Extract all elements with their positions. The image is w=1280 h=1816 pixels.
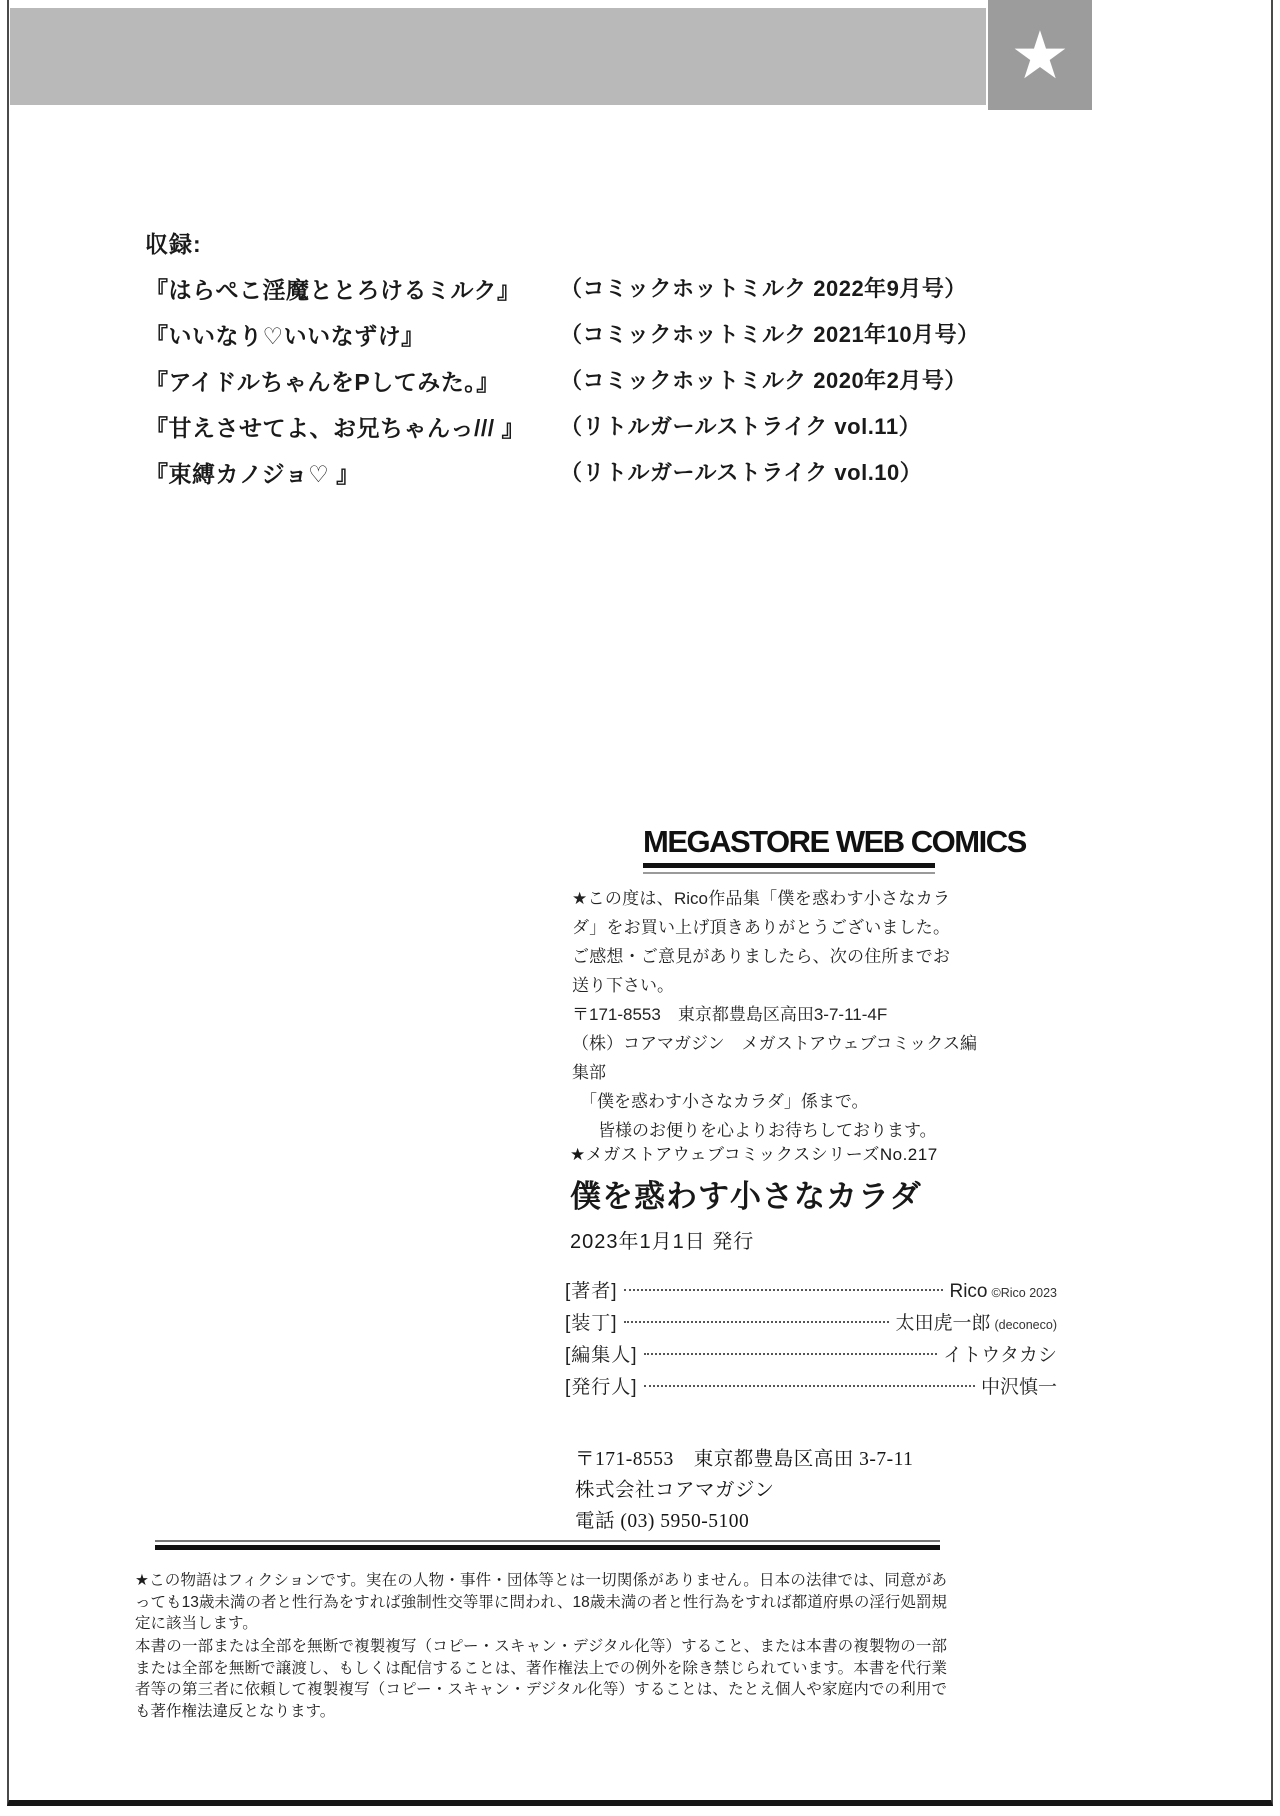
story-title: 『いいなり♡いいなずけ』 — [145, 323, 425, 349]
star-corner-box — [988, 0, 1092, 110]
story-source: （コミックホットミルク 2022年9月号） — [560, 276, 967, 301]
credit-row-design — [565, 1308, 1057, 1340]
credit-row-editor — [565, 1340, 1057, 1372]
feedback-address-block — [572, 1000, 992, 1145]
story-source: （コミックホットミルク 2021年10月号） — [560, 322, 980, 347]
feedback-company-line: （株）コアマガジン メガストアウェブコミックス編集部 — [572, 1034, 978, 1082]
top-gray-bar — [10, 8, 986, 105]
list-item — [145, 364, 1135, 397]
story-title: 『甘えさせてよ、お兄ちゃんっ/// 』 — [145, 415, 526, 441]
list-item — [145, 272, 1135, 305]
feedback-attn-line: 「僕を惑わす小さなカラダ」係まで。 — [580, 1092, 869, 1111]
book-title: 僕を惑わす小さなカラダ — [570, 1179, 922, 1214]
credit-row-author — [565, 1276, 1057, 1308]
copyright-notice: 本書の一部または全部を無断で複製複写（コピー・スキャン・デジタル化等）すること、または本書の複製物の一部または全部を無断で譲渡し、もしくは配信することは、著作権法上での例外を除き禁じられています。本書を代行業者等の第三者に依頼して複製複写（コピー・スキャン・デジタル化等）することは、たとえ個人や家庭内での利用でも著作権法違反となります。 — [135, 1638, 947, 1720]
brand-header — [643, 824, 1026, 874]
publication-date: 2023年1月1日 発行 — [570, 1231, 755, 1253]
credits-block — [565, 1276, 1057, 1404]
contents-heading: 収録: — [145, 231, 202, 257]
divider-thick-line — [155, 1545, 940, 1550]
dot-leader — [624, 1321, 890, 1323]
credit-label: [発行人] — [565, 1377, 638, 1398]
thanks-paragraph: ★この度は、Rico作品集「僕を惑わす小さなカラダ」をお買い上げ頂きありがとうございました。ご感想・ご意見がありましたら、次の住所までお送り下さい。 — [572, 889, 950, 995]
story-title: 『束縛カノジョ♡ 』 — [145, 461, 360, 487]
credit-suffix: ©Rico 2023 — [991, 1286, 1057, 1300]
story-source: （リトルガールストライク vol.10） — [560, 460, 923, 485]
credit-name: 太田虎一郎 — [895, 1313, 991, 1334]
dot-leader — [644, 1385, 975, 1387]
list-item — [145, 318, 1135, 351]
story-title: 『はらぺこ淫魔ととろけるミルク』 — [145, 277, 521, 303]
brand-underline-thin — [643, 872, 935, 874]
star-icon: ★ — [1010, 18, 1070, 92]
feedback-postal-line: 〒171-8553 東京都豊島区高田3-7-11-4F — [572, 1005, 888, 1024]
list-item — [145, 456, 1135, 489]
dot-leader — [644, 1353, 938, 1355]
story-source: （リトルガールストライク vol.11） — [560, 414, 922, 439]
publisher-address: 〒171-8553 東京都豊島区高田 3-7-11 — [575, 1449, 914, 1470]
dot-leader — [624, 1289, 944, 1291]
story-title: 『アイドルちゃんをPしてみた。』 — [145, 369, 500, 395]
story-source: （コミックホットミルク 2020年2月号） — [560, 368, 967, 393]
credit-label: [装丁] — [565, 1313, 618, 1334]
credit-suffix: (deconeco) — [994, 1318, 1057, 1332]
credit-label: [著者] — [565, 1281, 618, 1302]
series-number: ★メガストアウェブコミックスシリーズNo.217 — [570, 1145, 938, 1164]
fiction-disclaimer: ★この物語はフィクションです。実在の人物・事件・団体等とは一切関係がありません。日本の法律では、同意があっても13歳未満の者と性行為をすれば強制性交等罪に問われ、18歳未満の者と性行為をすれば都道府県の淫行処罰規定に該当します。 — [135, 1572, 947, 1632]
list-item — [145, 410, 1135, 443]
credit-name: Rico — [949, 1281, 988, 1302]
brand-logo-text: MEGASTORE WEB COMICS — [643, 824, 1026, 859]
divider-thin-line — [155, 1540, 940, 1542]
credit-name: イトウタカシ — [943, 1345, 1057, 1366]
brand-underline-thick — [643, 863, 935, 868]
credit-label: [編集人] — [565, 1345, 638, 1366]
publisher-block — [575, 1444, 913, 1537]
credit-name: 中沢慎一 — [980, 1377, 1057, 1398]
publisher-name: 株式会社コアマガジン — [575, 1480, 775, 1501]
feedback-closing-line: 皆様のお便りを心よりお待ちしております。 — [598, 1121, 937, 1140]
contents-list — [145, 226, 1135, 489]
series-block — [570, 1140, 1000, 1254]
section-divider — [155, 1540, 940, 1550]
publisher-phone: 電話 (03) 5950-5100 — [575, 1511, 750, 1532]
credit-row-issuer — [565, 1372, 1057, 1404]
